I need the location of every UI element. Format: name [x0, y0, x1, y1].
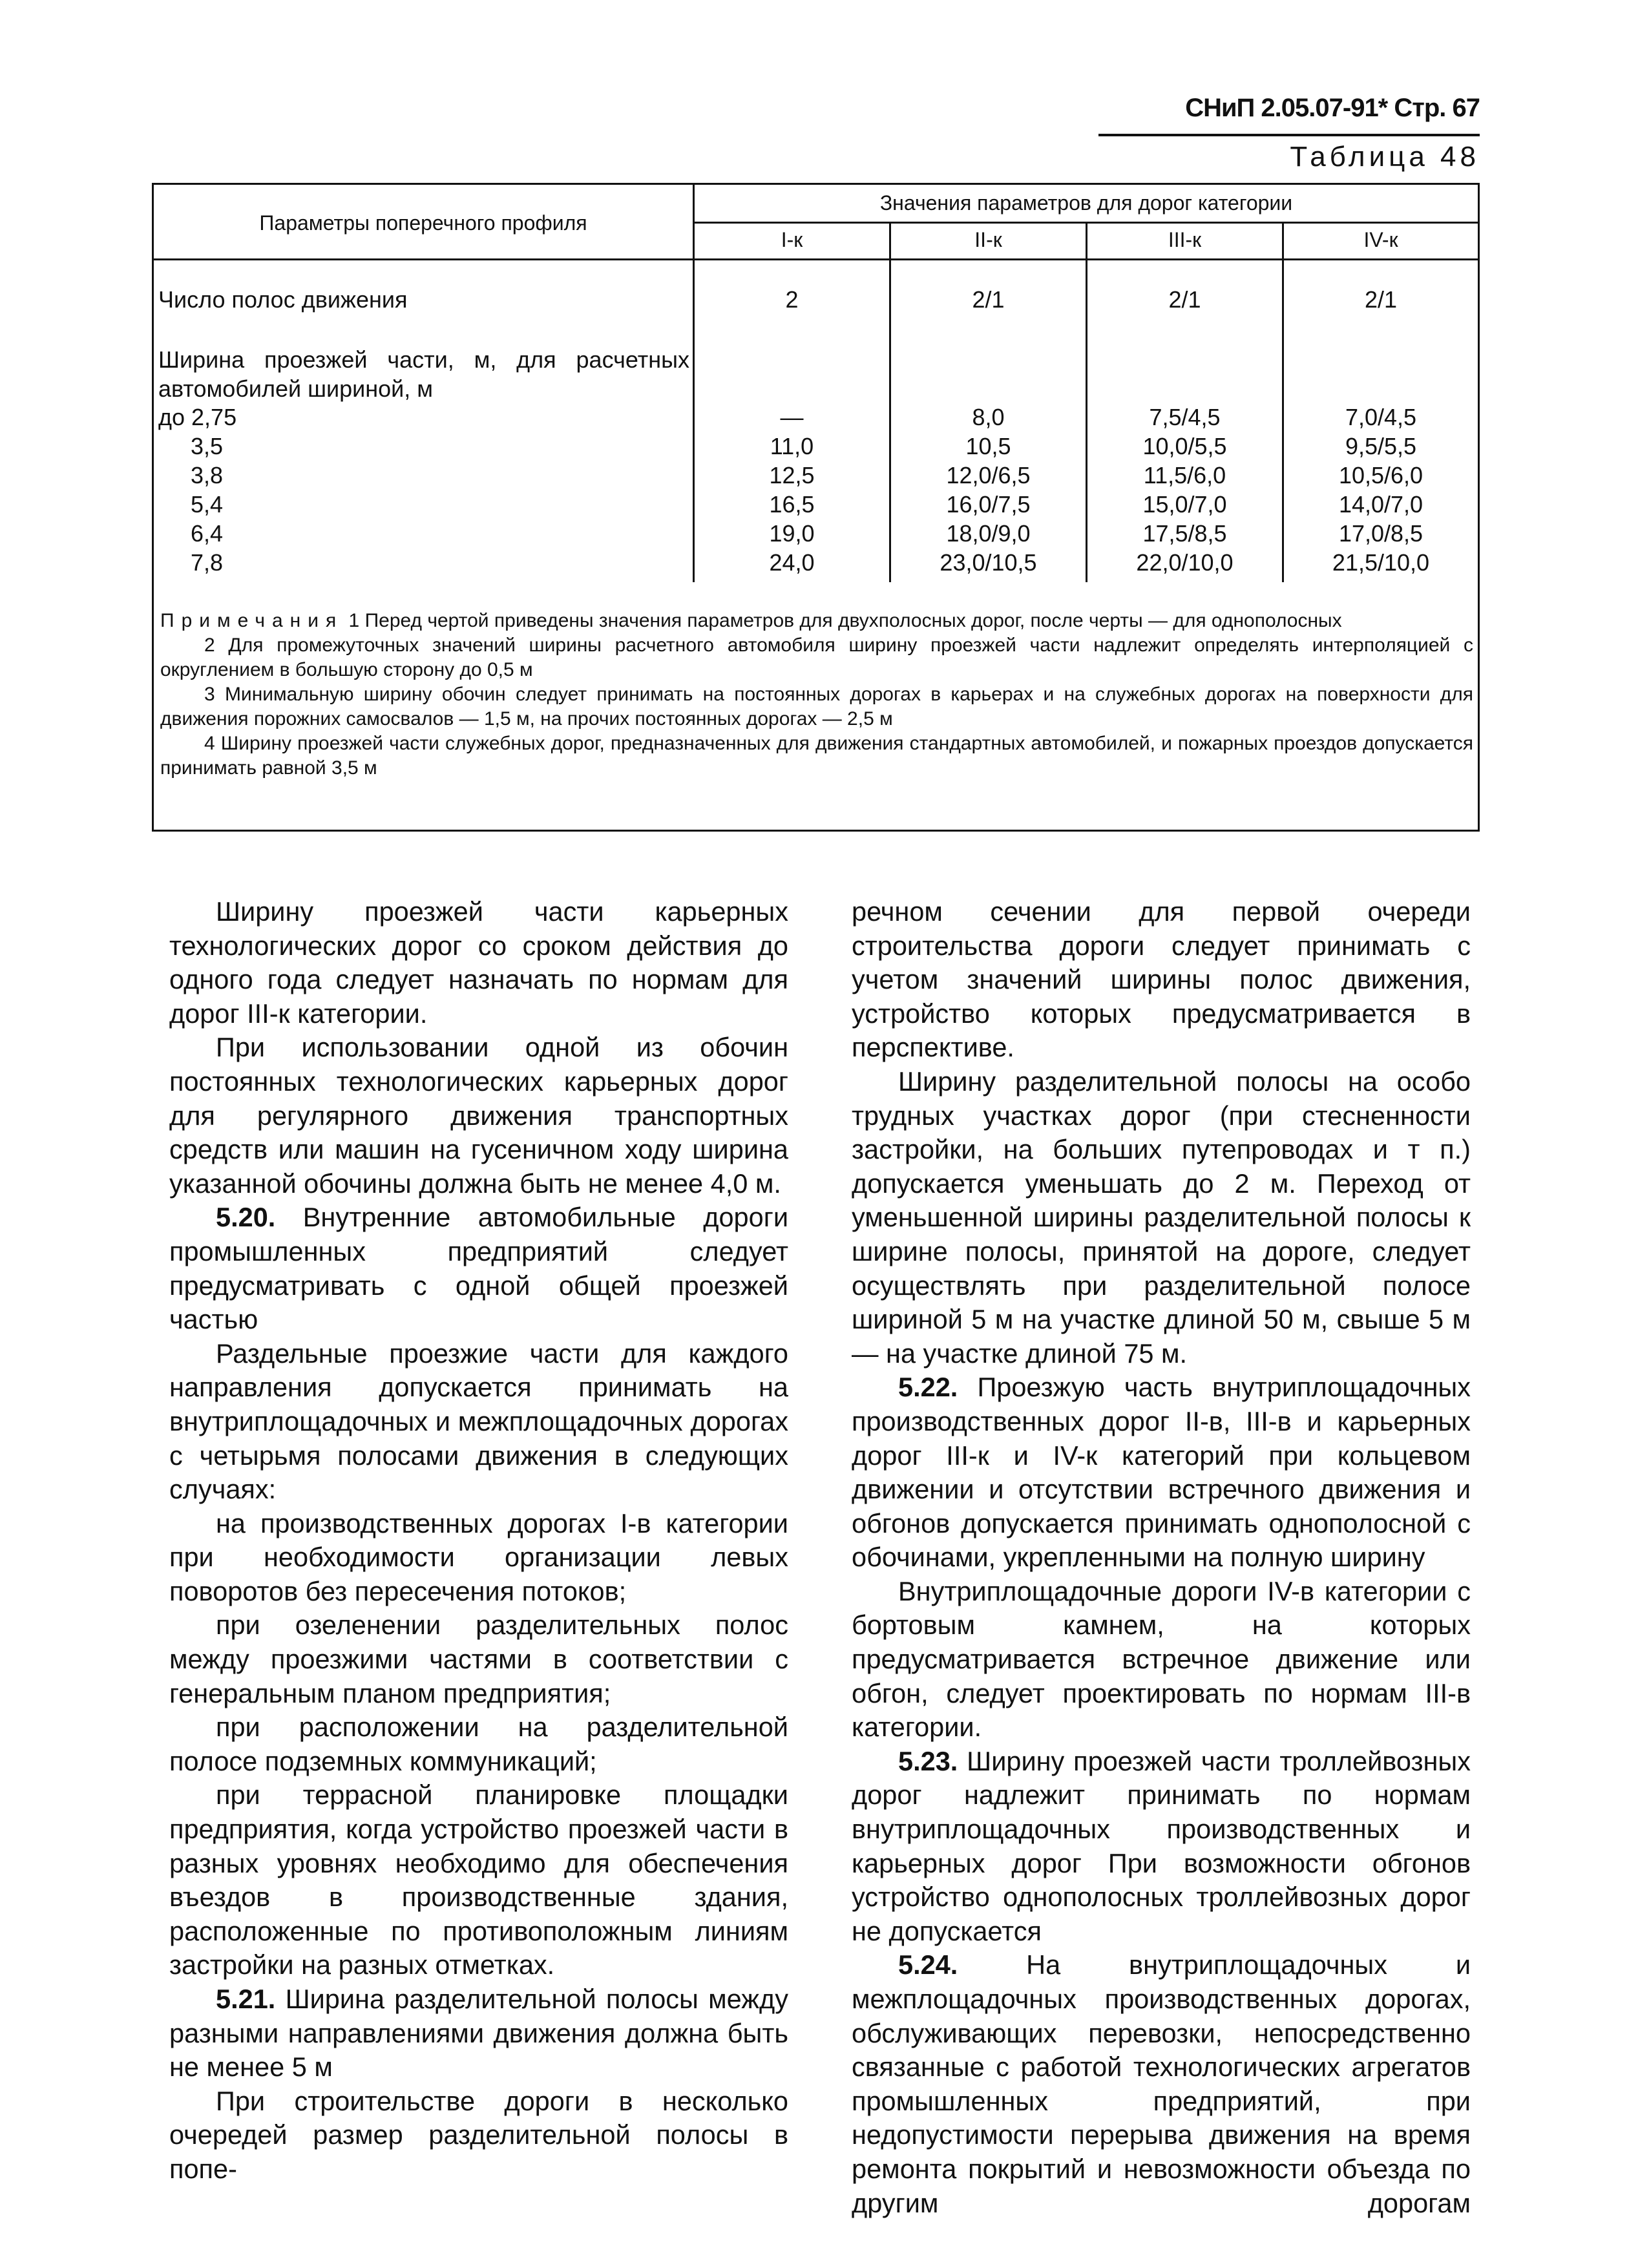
table-cell: —	[780, 404, 804, 430]
paragraph: при террасной планировке площадки предприятия, когда устройство проезжей части в разных уровнях необходимо для обеспечения въездов в производственные здания, расположенные по противоположным линиям застройки на разных отметках.	[169, 1780, 788, 1980]
clause-number: 5.20.	[216, 1202, 276, 1233]
vehicle-width: до 2,75	[158, 404, 237, 430]
table-cell: 9,5/5,5	[1345, 433, 1417, 459]
table-cell: 17,0/8,5	[1338, 520, 1423, 547]
page-header	[1098, 94, 1480, 136]
column-header-cat-2: II-к	[974, 228, 1002, 251]
values-cat-3	[1087, 403, 1282, 577]
table-cell: 7,0/4,5	[1345, 404, 1417, 430]
vehicle-width-list	[158, 403, 236, 577]
vehicle-width: 6,4	[191, 520, 224, 547]
table-cell: 15,0/7,0	[1142, 491, 1227, 518]
table-cell: 11,0	[770, 433, 814, 459]
values-cat-1	[695, 403, 889, 577]
table-cell: 12,5	[769, 462, 815, 488]
column-header-params: Параметры поперечного профиля	[259, 211, 587, 235]
paragraph: Ширину разделительной полосы на особо трудных участках дорог (при стесненности застройки, на больших путепроводах и т п.) допускается уменьшать до 2 м. Переход от уменьшенной ширины разделительной полосы к ширине полосы, принятой на дороге, следует осуществлять при разделительной полосе шириной 5 м на участке длиной 50 м, свыше 5 м — на участке длиной 75 м.	[852, 1066, 1471, 1369]
table-cell: 11,5/6,0	[1143, 462, 1226, 488]
table-cell: 16,5	[769, 491, 815, 518]
vehicle-width: 5,4	[191, 491, 224, 518]
clause-text: Ширина разделительной полосы между разными направлениями движения должна быть не менее 5 м	[169, 1984, 788, 2083]
row-label-width-1: Ширина проезжей части, м, для расчетных	[158, 346, 689, 373]
clause-5-24	[852, 1948, 1471, 2220]
table-cell: 10,5/6,0	[1338, 462, 1423, 488]
table-cell: 19,0	[769, 520, 815, 547]
clause-5-20	[169, 1201, 788, 1336]
paragraph: Раздельные проезжие части для каждого направления допускается принимать на внутриплощадочных и межплощадочных дорогах с четырьмя полосами движения в следующих случаях:	[169, 1338, 788, 1505]
vehicle-width: 7,8	[191, 549, 224, 576]
table-title: Таблица 48	[1290, 141, 1480, 173]
clause-number: 5.21.	[216, 1984, 276, 2014]
cell-lanes-cat-1: 2	[785, 286, 799, 313]
note-3: 3 Минимальную ширину обочин следует принимать на постоянных дорогах в карьерах и на служебных дорогах на поверхности для движения порожних самосвалов — 1,5 м, на прочих постоянных дорогах — 2,5 м	[160, 684, 1473, 730]
clause-text: Ширину проезжей части троллейвозных дорог надлежит принимать по нормам внутриплощадочных производственных и карьерных дорог При возможности обгонов устройство однополосных троллейвозных дорог не допускается	[852, 1745, 1471, 1946]
paragraph: при озеленении разделительных полос между проезжими частями в соответствии с генеральным планом предприятия;	[169, 1610, 788, 1708]
table-cell: 8,0	[972, 404, 1005, 430]
clause-number: 5.22.	[898, 1372, 958, 1403]
clause-5-21	[169, 1982, 788, 2084]
table-cell: 10,0/5,5	[1142, 433, 1227, 459]
table-cell: 12,0/6,5	[946, 462, 1031, 488]
table-cell: 7,5/4,5	[1149, 404, 1221, 430]
paragraph: При строительстве дороги в несколько очередей размер разделительной полосы в попе-	[169, 2085, 788, 2184]
values-cat-4	[1284, 403, 1478, 577]
vehicle-width: 3,8	[191, 462, 224, 488]
note-2: 2 Для промежуточных значений ширины расчетного автомобиля ширину проезжей части надлежит определять интерполяцией с округлением в большую сторону до 0,5 м	[160, 635, 1473, 680]
table-header-bottom-rule	[152, 258, 1480, 260]
column-header-cat-3: III-к	[1168, 228, 1202, 251]
clause-5-23	[852, 1745, 1471, 1949]
table-notes	[160, 609, 1473, 781]
paragraph: речном сечении для первой очереди строительства дороги следует принимать с учетом значений ширины полос движения, устройство которых предусматривается в перспективе.	[852, 896, 1471, 1063]
clause-text: Внутренние автомобильные дороги промышленных предприятий следует предусматривать с одной общей проезжей частью	[169, 1202, 789, 1335]
note-4: 4 Ширину проезжей части служебных дорог, предназначенных для движения стандартных автомобилей, и пожарных проездов допускается принимать равной 3,5 м	[160, 733, 1473, 779]
vehicle-width: 3,5	[191, 433, 224, 459]
table-cell: 16,0/7,5	[946, 491, 1031, 518]
clause-text: Проезжую часть внутриплощадочных производственных дорог II-в, III-в и карьерных дорог III-к и IV-к категорий при кольцевом движении и отсутствии встречного движения и обгонов допускается принимать однополосной с обочинами, укрепленными на полную ширину	[852, 1372, 1471, 1573]
table-cell: 17,5/8,5	[1142, 520, 1227, 547]
row-label-lanes: Число полос движения	[158, 286, 408, 313]
clause-number: 5.24.	[898, 1949, 958, 1980]
column-group-header: Значения параметров для дорог категории	[879, 191, 1293, 215]
clause-number: 5.23.	[898, 1745, 958, 1776]
paragraph: на производственных дорогах I-в категории при необходимости организации левых поворотов без пересечения потоков;	[169, 1507, 788, 1606]
values-cat-2	[891, 403, 1086, 577]
cell-lanes-cat-4: 2/1	[1364, 286, 1398, 313]
paragraph: Ширину проезжей части карьерных технологических дорог со сроком действия до одного года следует назначать по нормам для дорог III-к категории.	[169, 896, 788, 1029]
paragraph: при расположении на разделительной полосе подземных коммуникаций;	[169, 1712, 788, 1776]
standard-page-ref: СНиП 2.05.07-91* Стр. 67	[1185, 94, 1480, 122]
column-header-cat-4: IV-к	[1363, 228, 1398, 251]
clause-5-22	[852, 1370, 1471, 1575]
table-cell: 24,0	[769, 549, 815, 576]
paragraph: Внутриплощадочные дороги IV-в категории с бортовым камнем, на которых предусматривается встречное движение или обгон, следует проектировать по нормам III-в категории.	[852, 1575, 1471, 1743]
note-1	[160, 609, 1473, 633]
notes-label: Примечания	[160, 610, 344, 631]
table-cell: 10,5	[965, 433, 1011, 459]
body-column-left	[169, 895, 788, 2187]
table-cell: 23,0/10,5	[940, 549, 1037, 576]
clause-text: На внутриплощадочных и межплощадочных производственных дорогах, обслуживающих перевозки, непосредственно связанные с работой технологических агрегатов промышленных предприятий, при недопустимости перерыва движения на время ремонта покрытий и невозможности объезда по другим дорогам	[852, 1949, 1471, 2218]
table-cell: 22,0/10,0	[1136, 549, 1234, 576]
column-header-cat-1: I-к	[781, 228, 803, 251]
table-cell: 18,0/9,0	[946, 520, 1031, 547]
cell-lanes-cat-2: 2/1	[972, 286, 1005, 313]
paragraph: При использовании одной из обочин постоянных технологических карьерных дорог для регулярного движения транспортных средств или машин на гусеничном ходу ширина указанной обочины должна быть не менее 4,0 м.	[169, 1032, 788, 1199]
table-cell: 14,0/7,0	[1338, 491, 1423, 518]
row-label-width-2: автомобилей шириной, м	[158, 375, 433, 402]
cell-lanes-cat-3: 2/1	[1168, 286, 1201, 313]
table-cell: 21,5/10,0	[1332, 549, 1430, 576]
note-1-text: 1 Перед чертой приведены значения параметров для двухполосных дорог, после черты — для однополосных	[348, 610, 1342, 631]
body-column-right	[852, 895, 1471, 2220]
